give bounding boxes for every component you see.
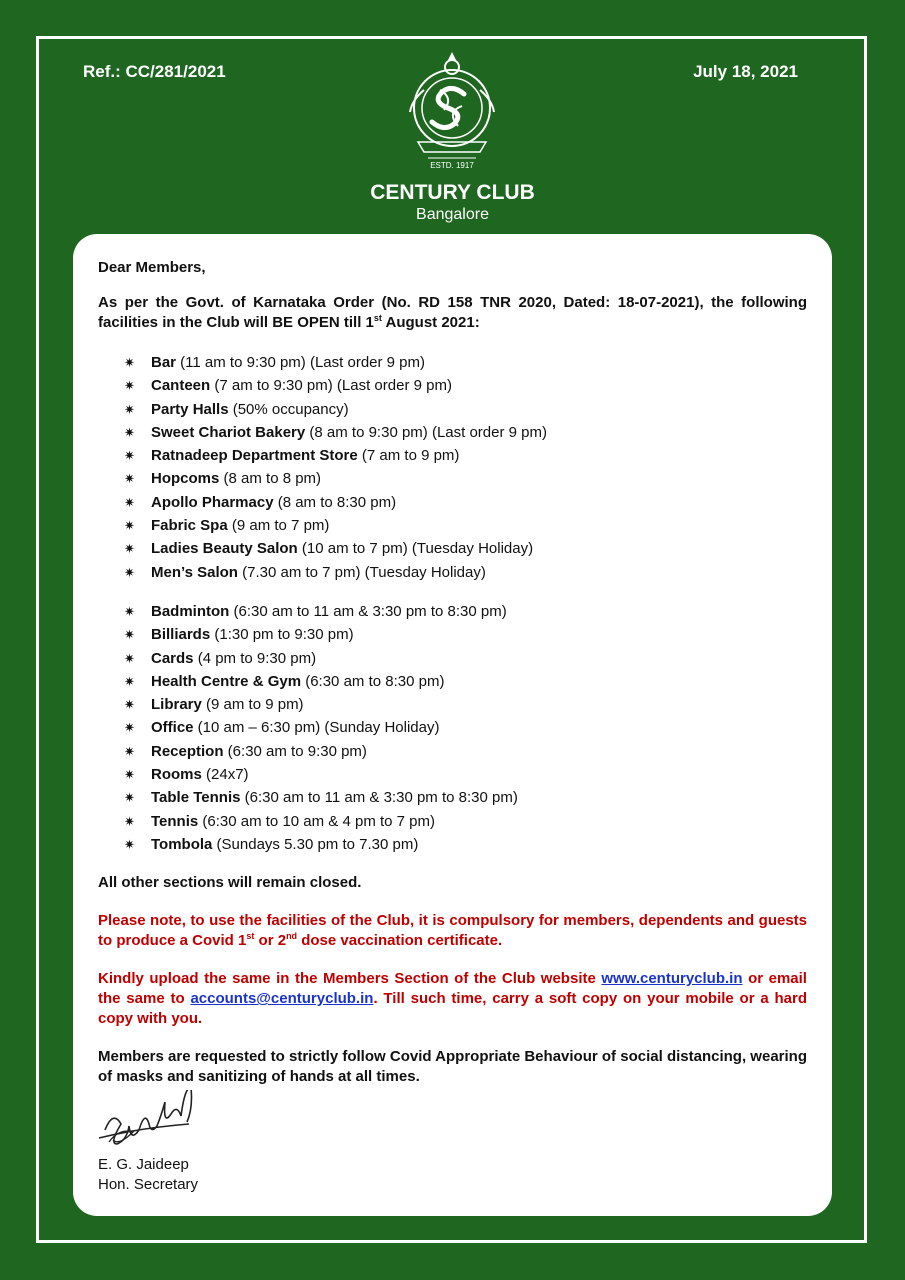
bullet-star-icon: ✷ bbox=[124, 355, 135, 370]
facility-name: Tennis bbox=[151, 812, 199, 830]
facility-item bbox=[124, 537, 807, 560]
behaviour-note: Members are requested to strictly follow Covid Appropriate Behaviour of social distancing, wearing of masks and sanitizing of hands at all times. bbox=[98, 1048, 807, 1086]
facility-hours: (8 am to 8:30 pm) bbox=[273, 493, 397, 511]
facility-hours: (6:30 am to 9:30 pm) bbox=[223, 742, 367, 760]
bullet-star-icon: ✷ bbox=[124, 650, 135, 666]
club-logo-emblem bbox=[404, 50, 500, 180]
club-name: CENTURY CLUB bbox=[370, 181, 535, 204]
facility-item bbox=[124, 763, 807, 786]
bullet-star-icon: ✷ bbox=[124, 518, 135, 534]
bullet-star-icon: ✷ bbox=[124, 401, 135, 417]
facility-hours: (8 am to 9:30 pm) (Last order 9 pm) bbox=[305, 423, 547, 441]
facility-hours: (Sundays 5.30 pm to 7.30 pm) bbox=[212, 835, 419, 853]
letter-date: July 18, 2021 bbox=[693, 62, 798, 81]
facility-hours: (24x7) bbox=[201, 766, 249, 784]
reference-number: Ref.: CC/281/2021 bbox=[83, 62, 226, 81]
signatory-block bbox=[98, 1155, 198, 1195]
facilities-list-dining-shopping bbox=[98, 351, 807, 584]
facility-name: Office bbox=[151, 719, 194, 737]
website-link[interactable]: www.centuryclub.in bbox=[601, 970, 743, 988]
facility-name: Cards bbox=[151, 649, 194, 667]
facility-name: Rooms bbox=[151, 766, 202, 784]
bullet-star-icon: ✷ bbox=[124, 836, 135, 852]
bullet-star-icon: ✷ bbox=[124, 471, 135, 487]
facility-item bbox=[124, 444, 807, 467]
salutation: Dear Members, bbox=[98, 259, 206, 276]
facility-name: Billiards bbox=[151, 626, 211, 644]
letter-card bbox=[73, 234, 832, 1216]
facility-name: Sweet Chariot Bakery bbox=[151, 423, 306, 441]
bullet-star-icon: ✷ bbox=[124, 790, 135, 806]
facility-item bbox=[124, 467, 807, 490]
facility-item bbox=[124, 623, 807, 646]
bullet-star-icon: ✷ bbox=[124, 627, 135, 643]
bullet-star-icon: ✷ bbox=[124, 813, 135, 829]
closed-note: All other sections will remain closed. bbox=[98, 874, 362, 892]
bullet-star-icon: ✷ bbox=[124, 541, 135, 557]
signature bbox=[95, 1090, 225, 1160]
facility-item bbox=[124, 351, 807, 374]
facility-item bbox=[124, 514, 807, 537]
facility-item bbox=[124, 374, 807, 397]
intro-paragraph: As per the Govt. of Karnataka Order (No. RD 158 TNR 2020, Dated: 18-07-2021), the following facilities in the Club will BE OPEN till 1st August 2021: bbox=[98, 294, 807, 331]
upload-note: Kindly upload the same in the Members Section of the Club website www.centuryclub.in or email the same to accounts@centuryclub.in. Till such time, carry a soft copy on your mobile or a hard copy with you. bbox=[98, 970, 808, 1028]
facility-name: Bar bbox=[151, 354, 177, 371]
facility-name: Fabric Spa bbox=[151, 517, 228, 535]
facility-hours: (6:30 am to 8:30 pm) bbox=[301, 672, 445, 690]
facility-hours: (50% occupancy) bbox=[228, 400, 349, 418]
facility-name: Library bbox=[151, 696, 202, 714]
bullet-star-icon: ✷ bbox=[124, 448, 135, 464]
facility-item bbox=[124, 561, 807, 584]
facility-hours: (10 am – 6:30 pm) (Sunday Holiday) bbox=[193, 719, 440, 737]
bullet-star-icon: ✷ bbox=[124, 673, 135, 689]
facility-item bbox=[124, 716, 807, 739]
bullet-star-icon: ✷ bbox=[124, 767, 135, 783]
facility-item bbox=[124, 647, 807, 670]
facility-item bbox=[124, 491, 807, 514]
facilities-list-sports-services bbox=[98, 600, 807, 856]
facility-hours: (6:30 am to 11 am & 3:30 pm to 8:30 pm) bbox=[240, 789, 518, 807]
signatory-name: E. G. Jaideep bbox=[98, 1156, 189, 1173]
facility-hours: (11 am to 9:30 pm) (Last order 9 pm) bbox=[176, 354, 426, 371]
bullet-star-icon: ✷ bbox=[124, 720, 135, 736]
bullet-star-icon: ✷ bbox=[124, 743, 135, 759]
facility-name: Reception bbox=[151, 742, 224, 760]
facility-name: Party Halls bbox=[151, 400, 229, 418]
club-city: Bangalore bbox=[416, 206, 489, 223]
facility-item bbox=[124, 670, 807, 693]
facility-name: Badminton bbox=[151, 602, 230, 620]
facility-item bbox=[124, 398, 807, 421]
vaccination-note: Please note, to use the facilities of the Club, it is compulsory for members, dependents and guests to produce a Covid 1st or 2nd dose vaccination certificate. bbox=[98, 912, 807, 950]
facility-hours: (7 am to 9:30 pm) (Last order 9 pm) bbox=[210, 377, 452, 395]
facility-hours: (7 am to 9 pm) bbox=[357, 447, 460, 465]
signatory-title: Hon. Secretary bbox=[98, 1176, 199, 1193]
facility-item bbox=[124, 786, 807, 809]
facility-name: Apollo Pharmacy bbox=[151, 493, 274, 511]
facility-name: Ladies Beauty Salon bbox=[151, 540, 298, 558]
facility-item bbox=[124, 810, 807, 833]
facility-item bbox=[124, 740, 807, 763]
bullet-star-icon: ✷ bbox=[124, 697, 135, 713]
facility-hours: (10 am to 7 pm) (Tuesday Holiday) bbox=[297, 540, 534, 558]
facility-hours: (8 am to 8 pm) bbox=[219, 470, 322, 488]
facility-hours: (9 am to 9 pm) bbox=[201, 696, 304, 714]
facility-item bbox=[124, 693, 807, 716]
facility-hours: (6:30 am to 10 am & 4 pm to 7 pm) bbox=[198, 812, 436, 830]
facility-hours: (1:30 pm to 9:30 pm) bbox=[210, 626, 354, 644]
facility-hours: (4 pm to 9:30 pm) bbox=[193, 649, 317, 667]
bullet-star-icon: ✷ bbox=[124, 424, 135, 440]
facility-name: Men’s Salon bbox=[151, 563, 238, 581]
bullet-star-icon: ✷ bbox=[124, 564, 135, 580]
logo-estd: ESTD. 1917 bbox=[430, 161, 474, 170]
facility-item bbox=[124, 600, 807, 623]
facility-hours: (6:30 am to 11 am & 3:30 pm to 8:30 pm) bbox=[229, 602, 507, 620]
facility-name: Tombola bbox=[151, 835, 213, 853]
bullet-star-icon: ✷ bbox=[124, 603, 135, 619]
facility-name: Health Centre & Gym bbox=[151, 672, 302, 690]
bullet-star-icon: ✷ bbox=[124, 494, 135, 510]
facility-name: Hopcoms bbox=[151, 470, 220, 488]
facility-name: Canteen bbox=[151, 377, 211, 395]
facility-hours: (9 am to 7 pm) bbox=[227, 517, 330, 535]
facility-name: Table Tennis bbox=[151, 789, 241, 807]
email-link[interactable]: accounts@centuryclub.in bbox=[190, 990, 374, 1008]
facility-hours: (7.30 am to 7 pm) (Tuesday Holiday) bbox=[237, 563, 486, 581]
facility-item bbox=[124, 833, 807, 856]
facility-item bbox=[124, 421, 807, 444]
bullet-star-icon: ✷ bbox=[124, 378, 135, 394]
facility-name: Ratnadeep Department Store bbox=[151, 447, 358, 465]
